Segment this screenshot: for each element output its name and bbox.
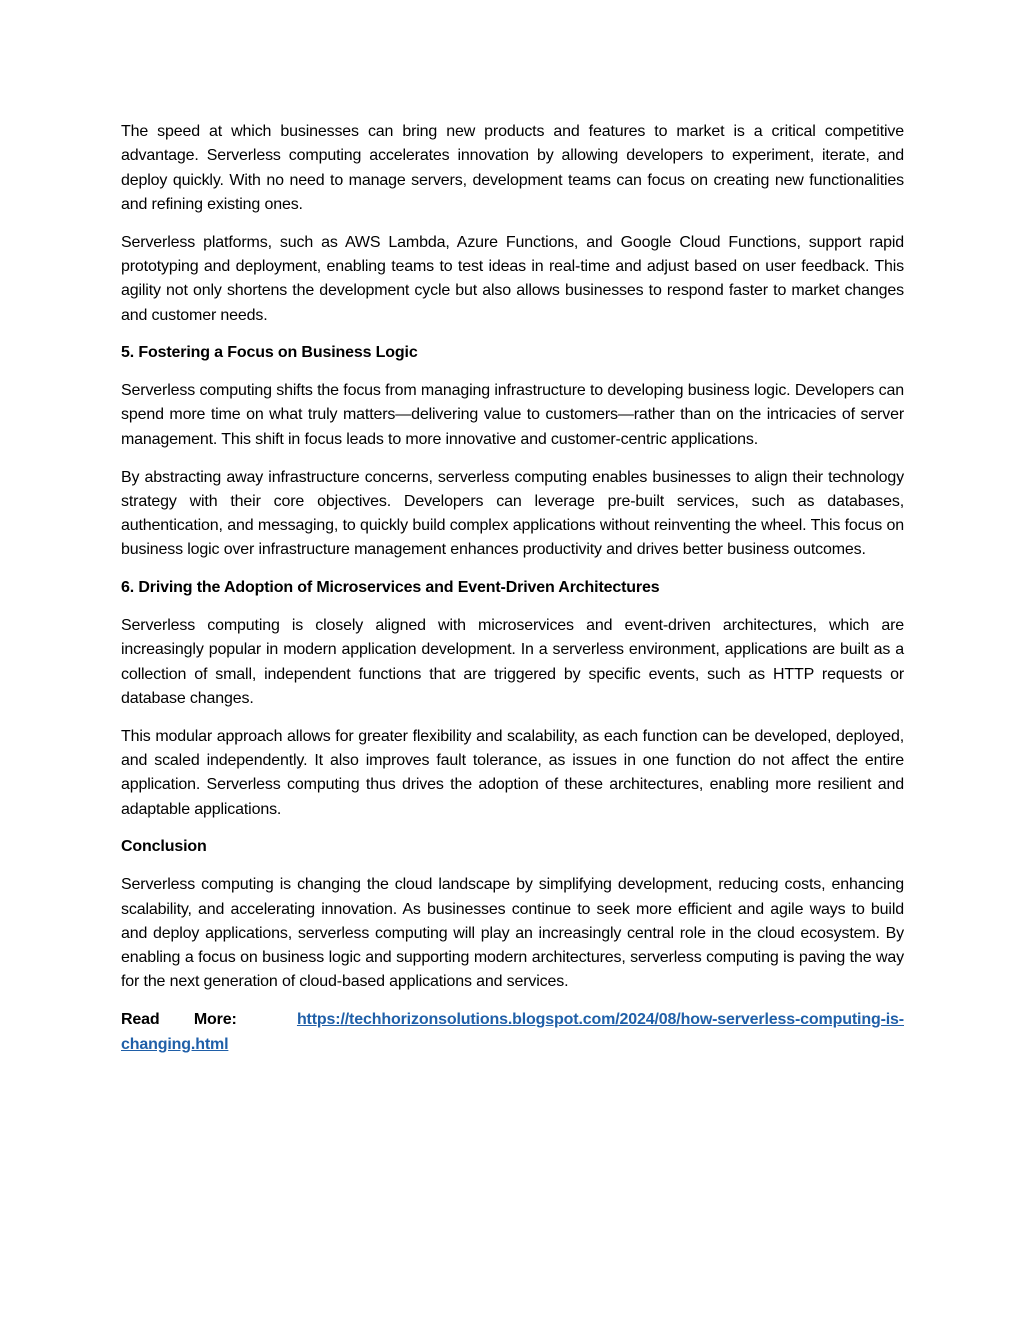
paragraph-serverless-platforms: Serverless platforms, such as AWS Lambda, Azure Functions, and Google Cloud Functions, support rapid prototyping and deployment, enabling teams to test ideas in real-time and adjust based on user feedback. This agility not only shortens the development cycle but also allows businesses to respond faster to market changes and customer needs.: [121, 233, 904, 324]
document-page: [121, 120, 904, 1070]
paragraph-speed-to-market: The speed at which businesses can bring new products and features to market is a critical competitive advantage. Serverless computing accelerates innovation by allowing developers to experiment, iterate, and deploy quickly. With no need to manage servers, development teams can focus on creating new functionalities and refining existing ones.: [121, 123, 904, 213]
read-more-label: Read More:: [121, 1011, 237, 1029]
heading-microservices: 6. Driving the Adoption of Microservices and Event-Driven Architectures: [121, 579, 660, 597]
read-more-line: [121, 1008, 904, 1057]
paragraph-focus-shift: Serverless computing shifts the focus from managing infrastructure to developing business logic. Developers can spend more time on what truly matters—delivering value to customers—rather than on the intricacies of server management. This shift in focus leads to more innovative and customer-centric applications.: [121, 382, 904, 448]
heading-business-logic: 5. Fostering a Focus on Business Logic: [121, 344, 418, 362]
paragraph-abstracting-infrastructure: By abstracting away infrastructure concerns, serverless computing enables businesses to align their technology strategy with their core objectives. Developers can leverage pre-built services, such as databases, authentication, and messaging, to quickly build complex applications without reinventing the wheel. This focus on business logic over infrastructure management enhances productivity and drives better business outcomes.: [121, 468, 904, 559]
paragraph-conclusion: Serverless computing is changing the cloud landscape by simplifying development, reducing costs, enhancing scalability, and accelerating innovation. As businesses continue to seek more efficient and agile ways to build and deploy applications, serverless computing will play an increasingly central role in the cloud ecosystem. By enabling a focus on business logic and supporting modern architectures, serverless computing is paving the way for the next generation of cloud-based applications and services.: [121, 876, 904, 991]
heading-conclusion: Conclusion: [121, 838, 207, 856]
paragraph-event-driven: Serverless computing is closely aligned with microservices and event-driven architectures, which are increasingly popular in modern application development. In a serverless environment, applications are built as a collection of small, independent functions that are triggered by specific events, such as HTTP requests or database changes.: [121, 617, 904, 707]
read-more-link[interactable]: https://techhorizonsolutions.blogspot.com/2024/08/how-serverless-computing-is-changing.html: [121, 1011, 904, 1053]
paragraph-modular-approach: This modular approach allows for greater flexibility and scalability, as each function can be developed, deployed, and scaled independently. It also improves fault tolerance, as issues in one function do not affect the entire application. Serverless computing thus drives the adoption of these architectures, enabling more resilient and adaptable applications.: [121, 727, 904, 818]
